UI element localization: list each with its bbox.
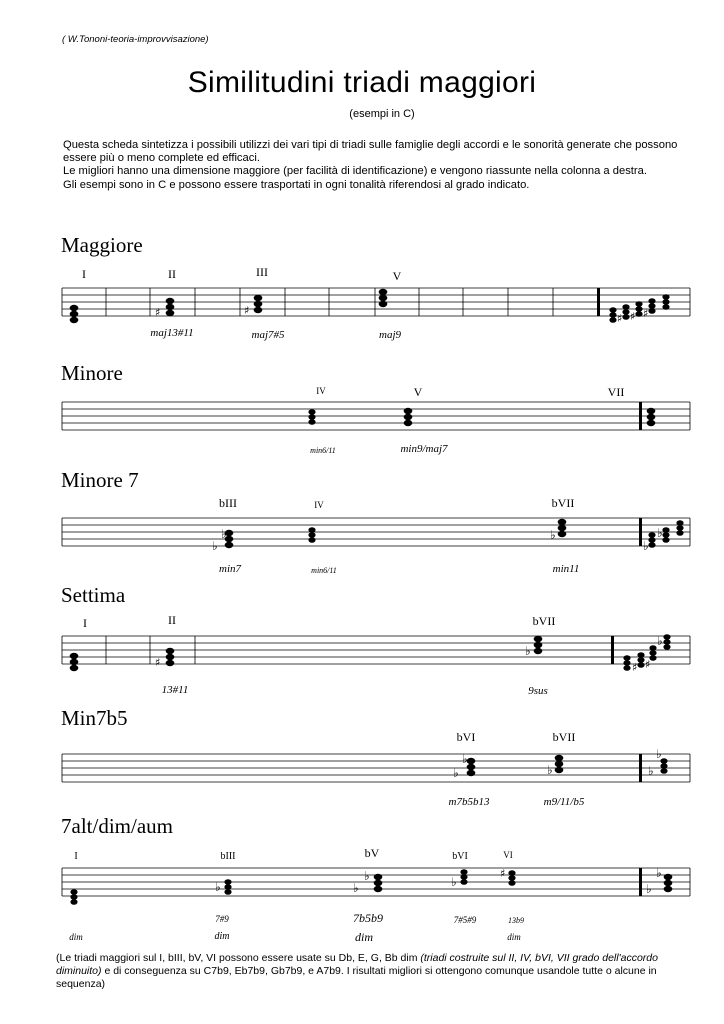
- chord-name: m7b5b13: [448, 796, 490, 808]
- section-title-settima: Settima: [61, 583, 126, 607]
- chord-name: min6/11: [311, 566, 337, 575]
- section-title-7alt-dim-aum: 7alt/dim/aum: [61, 814, 173, 838]
- svg-text:♭: ♭: [547, 763, 553, 777]
- svg-text:♯: ♯: [645, 658, 651, 671]
- chord-name: 13#11: [161, 684, 189, 696]
- svg-text:♭: ♭: [657, 634, 663, 648]
- staff-minore-7: [0, 492, 724, 582]
- svg-text:♯: ♯: [643, 307, 649, 320]
- chord-name: maj13#11: [150, 327, 194, 339]
- chord-degree: bIII: [220, 851, 236, 862]
- svg-text:♭: ♭: [451, 875, 457, 889]
- chord-degree: bVII: [532, 614, 556, 628]
- thick-barline: [639, 754, 642, 782]
- chord-notes: [225, 519, 684, 548]
- chord-degree: bVI: [452, 851, 468, 862]
- thick-barline: [597, 288, 600, 316]
- footnote-italic-text: (triadi costruite sul II, IV, bVI, VII grado dell'accordo diminuito): [56, 952, 658, 977]
- thick-barline: [611, 636, 614, 664]
- section-title-minore: Minore: [61, 361, 123, 385]
- chord-degree: bV: [364, 846, 380, 860]
- section-title-min7b5: Min7b5: [61, 706, 128, 730]
- page-subtitle: (esempi in C): [349, 108, 415, 120]
- page-title: Similitudini triadi maggiori: [187, 66, 537, 99]
- svg-text:♯: ♯: [155, 656, 161, 669]
- chord-degree: IV: [314, 500, 324, 510]
- staff-7alt-dim-aum: [0, 842, 724, 952]
- svg-text:♭: ♭: [657, 526, 663, 540]
- svg-text:♭: ♭: [646, 882, 652, 896]
- chord-degree: bIII: [219, 496, 237, 510]
- chord-name: maj9: [379, 329, 401, 341]
- chord-name: maj7#5: [251, 329, 285, 341]
- chord-degree: V: [392, 269, 402, 283]
- accidental-signs: [215, 866, 662, 896]
- staff-lines: [62, 518, 690, 546]
- chord-degree: I: [82, 267, 86, 281]
- chord-degree: VII: [607, 385, 625, 399]
- footnote-text: (Le triadi maggiori sul I, bIII, bV, VI possono essere usate su Db, E, G, Bb dim: [56, 952, 421, 964]
- chord-degree: II: [168, 267, 176, 281]
- intro-paragraph: Questa scheda sintetizza i possibili utilizzi dei vari tipi di triadi sulle famiglie degli accordi e le sonorità generate che possono essere più o meno complete ed efficaci.: [63, 139, 678, 165]
- chord-name: dim: [355, 930, 373, 944]
- staff-minore: [0, 376, 724, 466]
- footnote-text: e di conseguenza su C7b9, Eb7b9, Gb7b9, e A7b9. I risultati migliori si ottengono comunque usandole tutte o alcune in sequenza): [56, 965, 657, 990]
- chord-degree: III: [256, 265, 268, 279]
- svg-text:♭: ♭: [221, 527, 227, 541]
- intro-paragraph: Le migliori hanno una dimensione maggiore (per facilità di identificazione) e vengono riassunte nella colonna a destra.: [63, 165, 647, 178]
- svg-text:♭: ♭: [550, 528, 556, 542]
- chord-degree: V: [413, 385, 423, 399]
- accidental-signs: [155, 634, 663, 674]
- staff-maggiore: [0, 262, 724, 352]
- thick-barline: [639, 518, 642, 546]
- svg-text:♭: ♭: [643, 539, 649, 553]
- svg-text:♯: ♯: [155, 306, 161, 319]
- svg-text:♭: ♭: [212, 539, 218, 553]
- chord-name: 7b5b9: [353, 911, 383, 925]
- chord-degree: bVII: [551, 496, 575, 510]
- svg-text:♭: ♭: [462, 752, 468, 766]
- chord-name: min11: [552, 563, 580, 575]
- staff-lines: [62, 402, 690, 430]
- section-title-maggiore: Maggiore: [61, 233, 143, 257]
- chord-degree: I: [74, 851, 78, 862]
- flat-signs: [212, 526, 663, 553]
- chord-name: min7: [219, 563, 241, 575]
- sharp-signs: [155, 304, 648, 325]
- footnote: [56, 952, 696, 991]
- svg-text:♭: ♭: [525, 644, 531, 658]
- chord-degree: VI: [503, 850, 513, 860]
- staff-lines: [62, 754, 690, 782]
- svg-text:♯: ♯: [617, 312, 623, 325]
- chord-degree: IV: [316, 386, 326, 396]
- thick-barline: [639, 402, 642, 430]
- svg-text:♯: ♯: [244, 304, 250, 317]
- author-credit: ( W.Tononi-teoria-improvvisazione): [62, 34, 209, 45]
- chord-notes: [70, 869, 672, 905]
- chord-name: dim: [214, 931, 230, 942]
- chord-name: 7#5#9: [453, 915, 477, 925]
- chord-name: min9/maj7: [400, 443, 448, 455]
- chord-name: dim: [507, 932, 521, 942]
- chord-degree: II: [168, 613, 176, 627]
- chord-name: dim: [69, 932, 83, 942]
- chord-name: 7#9: [215, 914, 229, 924]
- svg-text:♭: ♭: [648, 764, 654, 778]
- chord-name: m9/11/b5: [543, 796, 585, 808]
- svg-text:♭: ♭: [364, 869, 370, 883]
- staff-settima: [0, 610, 724, 700]
- svg-text:♯: ♯: [500, 867, 506, 880]
- chord-degree: I: [83, 616, 87, 630]
- svg-text:♭: ♭: [453, 766, 459, 780]
- svg-text:♭: ♭: [656, 747, 662, 761]
- section-title-minore-7: Minore 7: [61, 468, 139, 492]
- staff-min7b5: [0, 728, 724, 818]
- chord-notes: [467, 755, 668, 776]
- svg-text:♭: ♭: [353, 881, 359, 895]
- chord-notes: [308, 408, 655, 426]
- svg-text:♭: ♭: [215, 880, 221, 894]
- svg-text:♭: ♭: [656, 866, 662, 880]
- chord-name: 9sus: [528, 685, 548, 697]
- chord-name: 13b9: [508, 916, 524, 925]
- chord-degree: bVI: [456, 730, 476, 744]
- thick-barline: [639, 868, 642, 896]
- intro-text: [63, 139, 693, 192]
- chord-name: min6/11: [310, 446, 336, 455]
- chord-degree: bVII: [552, 730, 576, 744]
- svg-text:♯: ♯: [630, 310, 636, 323]
- intro-paragraph: Gli esempi sono in C e possono essere trasportati in ogni tonalità riferendosi al grado indicato.: [63, 178, 530, 191]
- svg-text:♯: ♯: [632, 661, 638, 674]
